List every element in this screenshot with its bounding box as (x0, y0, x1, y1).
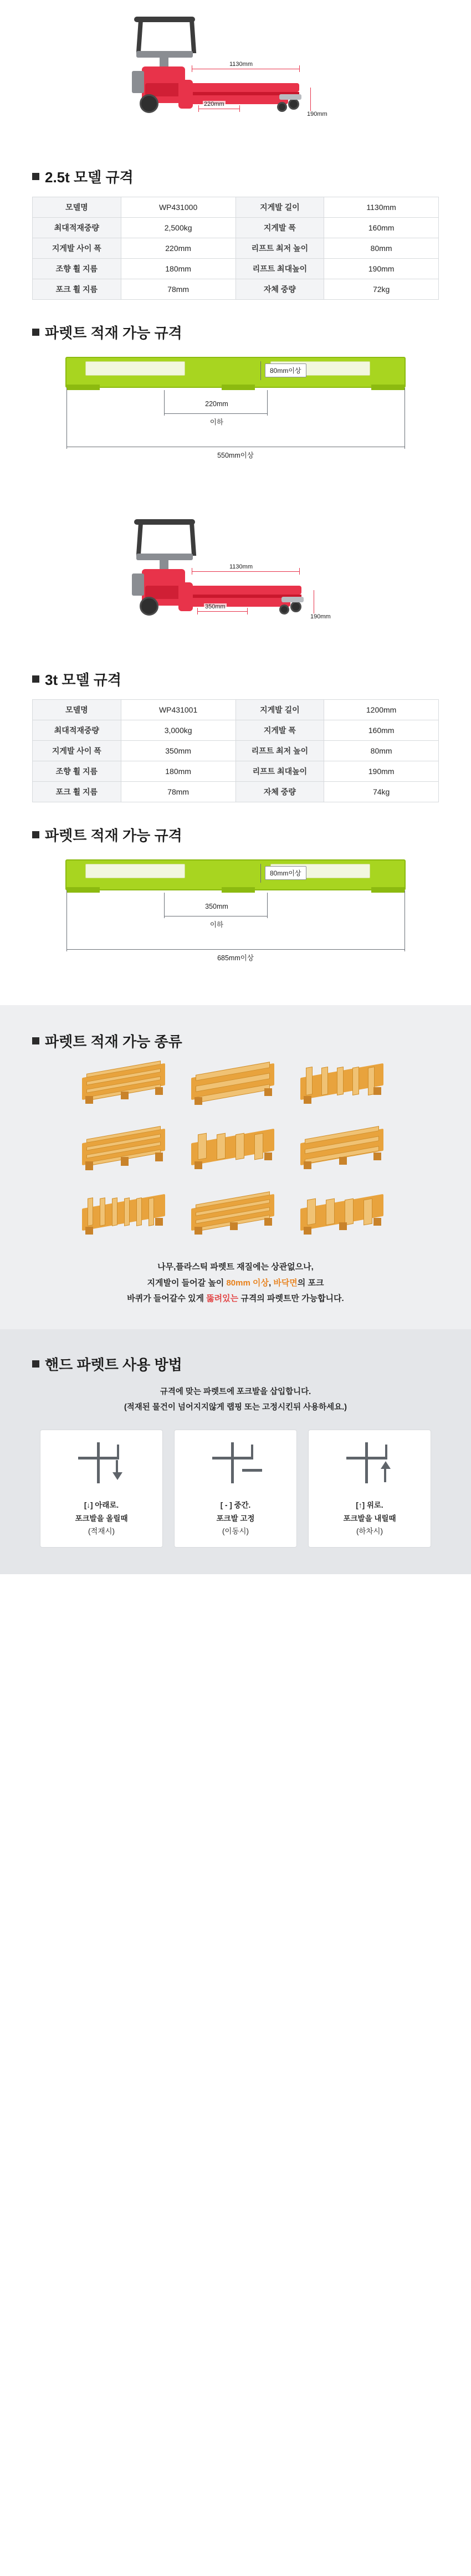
pallet-slot-left (85, 361, 185, 376)
dim-label-length: 1130mm (229, 61, 253, 68)
pallet-height-arrow (260, 864, 261, 883)
neutral-dash-icon (242, 1469, 262, 1472)
usage-card-sub: (적재시) (88, 1527, 115, 1536)
dim-label-height: 190mm (307, 111, 327, 117)
lever-arm (117, 1445, 119, 1459)
spec-key: 자체 중량 (235, 279, 324, 300)
truck-handle-arm-right (190, 19, 196, 53)
spec-key: 지게발 사이 폭 (33, 741, 121, 761)
pallet-type-1 (80, 1061, 173, 1112)
spec-value: 78mm (121, 279, 235, 300)
pallet-slat (352, 1067, 359, 1095)
pallet-slot-left (85, 864, 185, 878)
spec-key: 자체 중량 (235, 782, 324, 802)
usage-card-sub: (이동시) (222, 1527, 249, 1536)
pallet-slat (337, 1067, 344, 1095)
pallet-type-3 (298, 1061, 391, 1112)
spec-value: 78mm (121, 782, 235, 802)
usage-line-1: 규격에 맞는 파렛트에 포크발을 삽입합니다. (160, 1387, 311, 1396)
truck-handle-arm-right (190, 521, 196, 556)
truck-pump-side-plate (132, 573, 144, 596)
truck-steer-wheel (140, 597, 158, 616)
pallet-height-callout: 80mm이상 (265, 363, 306, 377)
spec-value: 190mm (324, 259, 439, 279)
pallet-type-5 (190, 1126, 282, 1177)
usage-card-desc: 포크발을 내릴때 (343, 1514, 396, 1523)
pallet-height-callout: 80mm이상 (265, 866, 306, 880)
spec-key: 최대적재중량 (33, 218, 121, 238)
pallet-foot (121, 1157, 129, 1166)
truck-handlebar (134, 17, 195, 22)
spec-key: 포크 휠 지름 (33, 279, 121, 300)
total-width-arrow (66, 949, 405, 950)
usage-title-text: 핸드 파렛트 사용 방법 (45, 1356, 182, 1373)
lever-down-icon (46, 1440, 157, 1493)
note-text: 의 포크 (297, 1278, 324, 1288)
spec-key: 리프트 최대높이 (235, 761, 324, 782)
arrow-stem (116, 1460, 118, 1473)
spec-key: 지게발 폭 (235, 218, 324, 238)
pallet-foot-right (371, 385, 405, 390)
pallet-spec-title-text: 파렛트 적재 가능 규격 (45, 827, 182, 844)
dim-label-length: 1130mm (229, 564, 253, 570)
spec-key: 리프트 최대높이 (235, 259, 324, 279)
inner-width-label: 350mm (205, 903, 228, 910)
pallet-foot (85, 1227, 93, 1235)
pallet-slat (307, 1199, 316, 1226)
pallet-foot (264, 1153, 272, 1160)
dim-cap-length-right (299, 65, 300, 72)
lever-shaft (231, 1442, 234, 1483)
truck-fork-wheel-1 (290, 601, 301, 612)
truck-steer-wheel (140, 94, 158, 113)
note-text: 바퀴가 들어갈수 있게 (127, 1294, 207, 1303)
note-line-2 (32, 1276, 439, 1292)
truck-fork-upper (183, 586, 301, 595)
spec-key: 지게발 길이 (235, 700, 324, 720)
pallet-slat (88, 1197, 93, 1226)
usage-card-title: [↑] 위로. (356, 1501, 383, 1510)
arrow-up-icon (381, 1461, 391, 1469)
pallet-foot (304, 1161, 311, 1169)
spec-key: 지게발 길이 (235, 197, 324, 218)
usage-card-caption (314, 1499, 425, 1538)
dim-cap-spread-right (247, 608, 248, 614)
inner-width-label: 220mm (205, 400, 228, 408)
pallet-slat (112, 1197, 117, 1226)
pallet-spec-title-text: 파렛트 적재 가능 규격 (45, 325, 182, 341)
lever-neutral-icon (180, 1440, 291, 1493)
pallet-slat (100, 1197, 105, 1226)
truck-fork-wheel-1 (288, 99, 299, 110)
spec-key: 지게발 폭 (235, 720, 324, 741)
lever-crossbar (212, 1457, 253, 1459)
usage-card-sub: (하차시) (356, 1527, 383, 1536)
pallet-type-7 (80, 1192, 173, 1243)
hero-image-3t (0, 503, 471, 669)
table-row (33, 741, 439, 761)
table-row (33, 782, 439, 802)
spec-key: 조향 휠 지름 (33, 259, 121, 279)
pallet-foot (194, 1227, 202, 1235)
note-line-1: 나무,플라스틱 파렛트 재질에는 상관없으나, (157, 1262, 314, 1272)
table-row (33, 259, 439, 279)
spec-key: 최대적재중량 (33, 720, 121, 741)
inner-width-arrow (164, 413, 267, 414)
arrow-stem (384, 1469, 386, 1482)
pallet-foot (121, 1092, 129, 1099)
pallet-types-note (32, 1259, 439, 1329)
dim-cap-spread-right (239, 105, 240, 112)
pallet-foot (264, 1218, 272, 1226)
pallet-type-4 (80, 1126, 173, 1177)
square-bullet-icon (32, 1360, 39, 1368)
pallet-slat (235, 1133, 244, 1160)
spec-value: 74kg (324, 782, 439, 802)
dim-cap-spread-left (198, 105, 199, 112)
spec-value: 180mm (121, 761, 235, 782)
pallet-foot (155, 1087, 163, 1095)
truck-pump-side-plate (132, 71, 144, 93)
inner-width-guide-left (164, 390, 165, 413)
pallet-types-section (0, 1005, 471, 1329)
dim-line-length (192, 571, 299, 572)
table-row (33, 218, 439, 238)
pallet-slat (345, 1199, 354, 1226)
pallet-foot (339, 1157, 347, 1165)
usage-card-caption (46, 1499, 157, 1538)
pallet-type-9 (298, 1192, 391, 1243)
pallet-types-grid (80, 1061, 391, 1243)
pallet-foot (155, 1153, 163, 1161)
pallet-foot (339, 1222, 347, 1230)
table-row (33, 700, 439, 720)
note-text: 지게발이 들어갈 높이 (147, 1278, 227, 1288)
usage-cards (32, 1430, 439, 1574)
pallet-foot (85, 1161, 93, 1170)
spec-key: 조향 휠 지름 (33, 761, 121, 782)
pallet-foot (230, 1222, 238, 1230)
arrow-down-icon (112, 1472, 122, 1480)
spec-value: 72kg (324, 279, 439, 300)
spec-value: 160mm (324, 720, 439, 741)
total-width-label: 550mm이상 (217, 452, 254, 459)
spec-value: 2,500kg (121, 218, 235, 238)
spec-value: 350mm (121, 741, 235, 761)
spec-section-25t (0, 166, 471, 503)
truck-fork-root (178, 582, 193, 611)
pallet-spec-title-25t (32, 322, 439, 342)
section-title-text: 2.5t 모델 규격 (45, 169, 134, 186)
table-row (33, 761, 439, 782)
pallet-slat (306, 1067, 313, 1095)
pallet-spec-title-3t (32, 824, 439, 845)
note-text: , (268, 1278, 274, 1288)
spec-value: WP431001 (121, 700, 235, 720)
truck-fork-lower (183, 95, 288, 104)
note-highlight-80mm: 80mm 이상 (226, 1278, 269, 1288)
truck-fork-root (178, 80, 193, 109)
dim-line-height (310, 88, 311, 112)
spec-value: 80mm (324, 238, 439, 259)
lever-crossbar (346, 1457, 387, 1459)
pallet-foot-left (66, 887, 100, 893)
inner-width-guide-right (267, 390, 268, 413)
truck-caster-bracket (279, 94, 301, 100)
spec-table-25t (32, 197, 439, 300)
pallet-slat (217, 1133, 226, 1160)
spec-value: 1130mm (324, 197, 439, 218)
spec-value: 80mm (324, 741, 439, 761)
pallet-slat (364, 1199, 372, 1226)
pallet-type-6 (298, 1126, 391, 1177)
hero-image-25t (0, 0, 471, 166)
pallet-foot (373, 1087, 381, 1095)
note-highlight-open: 뚫려있는 (206, 1294, 239, 1303)
spec-key: 리프트 최저 높이 (235, 741, 324, 761)
dim-cap-spread-left (197, 608, 198, 614)
pallet-slat (198, 1133, 207, 1160)
pallet-foot (304, 1227, 311, 1235)
usage-card-title: [↓] 아래로. (84, 1501, 119, 1510)
table-row (33, 720, 439, 741)
pallet-height-arrow (260, 361, 261, 380)
spec-value: 220mm (121, 238, 235, 259)
usage-card-lever-up (308, 1430, 431, 1548)
note-line-3 (32, 1291, 439, 1307)
pallet-foot (373, 1153, 381, 1160)
pallet-diagram-25t (32, 352, 439, 472)
usage-card-lever-down (40, 1430, 163, 1548)
pallet-type-2 (190, 1061, 282, 1112)
usage-instructions (32, 1384, 439, 1416)
table-row (33, 279, 439, 300)
spec-value: 3,000kg (121, 720, 235, 741)
square-bullet-icon (32, 1037, 39, 1044)
truck-handlebar (134, 519, 195, 525)
pallet-slat (136, 1197, 142, 1226)
section-title-3t (32, 669, 439, 689)
pallet-foot (304, 1096, 311, 1104)
table-row (33, 238, 439, 259)
dim-label-spread: 350mm (205, 603, 226, 610)
truck-caster-bracket (281, 597, 304, 602)
truck-fork-upper (183, 83, 299, 92)
square-bullet-icon (32, 329, 39, 336)
dim-label-height: 190mm (310, 613, 331, 620)
lever-up-icon (314, 1440, 425, 1493)
spec-section-3t (0, 669, 471, 1005)
spec-value: WP431000 (121, 197, 235, 218)
spec-value: 1200mm (324, 700, 439, 720)
square-bullet-icon (32, 173, 39, 180)
pallet-types-title (32, 1031, 439, 1051)
table-row (33, 197, 439, 218)
spec-key: 지게발 사이 폭 (33, 238, 121, 259)
pallet-foot (194, 1097, 202, 1105)
dim-label-spread: 220mm (204, 101, 224, 107)
usage-section (0, 1329, 471, 1574)
spec-key: 모델명 (33, 700, 121, 720)
note-highlight-floor: 바닥면 (273, 1278, 298, 1288)
pallet-slat (149, 1197, 154, 1226)
pallet-foot-right (371, 887, 405, 893)
pallet-foot-center (222, 385, 255, 390)
usage-title (32, 1354, 439, 1374)
spec-key: 모델명 (33, 197, 121, 218)
pallet-foot (85, 1096, 93, 1104)
usage-card-desc: 포크발 고정 (216, 1514, 255, 1523)
lever-crossbar (78, 1457, 119, 1459)
pallet-types-title-text: 파렛트 적재 가능 종류 (45, 1033, 182, 1050)
total-width-guide-left (66, 890, 67, 949)
spec-value: 180mm (121, 259, 235, 279)
square-bullet-icon (32, 675, 39, 683)
pallet-slat (124, 1197, 130, 1226)
pallet-foot (155, 1218, 163, 1226)
pallet-type-8 (190, 1192, 282, 1243)
truck-fork-lower (183, 598, 290, 607)
spec-value: 190mm (324, 761, 439, 782)
truck-handle-arm-left (136, 521, 143, 556)
pallet-foot (264, 1088, 272, 1096)
usage-card-desc: 포크발을 올릴때 (75, 1514, 128, 1523)
inner-width-sub-label: 이하 (209, 921, 224, 929)
truck-fork-wheel-2 (279, 605, 289, 614)
pallet-slat (326, 1199, 335, 1226)
pallet-slat (254, 1133, 263, 1160)
inner-width-guide-left (164, 893, 165, 916)
lever-shaft (365, 1442, 368, 1483)
note-text: 규격의 파렛트만 가능합니다. (238, 1294, 344, 1303)
inner-width-guide-right (267, 893, 268, 916)
spec-key: 리프트 최저 높이 (235, 238, 324, 259)
lever-arm (385, 1445, 387, 1459)
inner-width-sub-label: 이하 (209, 418, 224, 426)
total-width-label: 685mm이상 (217, 954, 254, 962)
usage-card-title: [ - ] 중간. (220, 1501, 251, 1510)
pallet-foot-left (66, 385, 100, 390)
usage-line-2: (적재된 물건이 넘어지지않게 랩핑 또는 고정시킨뒤 사용하세요.) (124, 1402, 347, 1412)
pallet-foot-center (222, 887, 255, 893)
lever-shaft (97, 1442, 100, 1483)
section-title-text: 3t 모델 규격 (45, 672, 122, 688)
dim-line-spread (197, 611, 247, 612)
usage-card-caption (180, 1499, 291, 1538)
usage-card-lever-neutral (174, 1430, 297, 1548)
square-bullet-icon (32, 831, 39, 838)
section-title-25t (32, 166, 439, 187)
pallet-diagram-3t (32, 855, 439, 974)
lever-arm (251, 1445, 253, 1459)
total-width-guide-left (66, 388, 67, 447)
pallet-slat (321, 1067, 328, 1095)
truck-fork-wheel-2 (277, 102, 287, 112)
pallet-foot (373, 1218, 381, 1226)
pallet-foot (194, 1161, 202, 1169)
truck-handle-arm-left (136, 19, 143, 53)
spec-key: 포크 휠 지름 (33, 782, 121, 802)
dim-cap-length-right (299, 568, 300, 575)
spec-table-3t (32, 699, 439, 802)
spec-value: 160mm (324, 218, 439, 238)
